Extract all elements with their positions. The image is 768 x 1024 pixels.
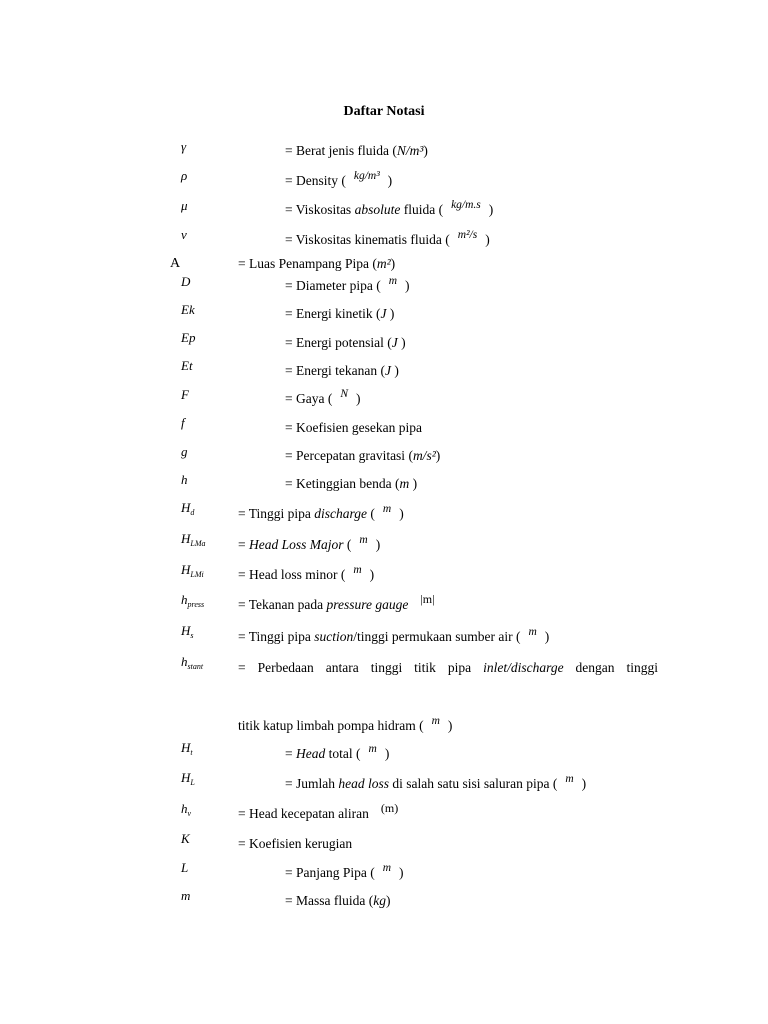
symbol-et: Et — [181, 358, 193, 373]
symbol-hstant: $h_{stant}$ — [181, 654, 204, 671]
symbol-d: D — [181, 274, 191, 289]
symbol-rho: ρ — [181, 168, 188, 183]
definition-a: = Luas Penampang Pipa (m²) — [238, 256, 396, 271]
symbol-hv: $h_v$ — [181, 801, 192, 818]
symbol-k: K — [181, 831, 190, 846]
symbol-h: h — [181, 472, 188, 487]
definition-hd: = Tinggi pipa discharge ( m ) — [238, 503, 404, 521]
definition-m: = Massa fluida (kg) — [285, 893, 391, 908]
symbol-hlma: $H_{LMa}$ — [181, 531, 206, 548]
definition-mu: = Viskositas absolute fluida ( kg/m.s ) — [285, 199, 494, 217]
definition-hstant-continued: titik katup limbah pompa hidram ( m ) — [238, 715, 453, 733]
definition-hl: = Jumlah head loss di salah satu sisi saluran pipa ( m ) — [285, 773, 587, 791]
definition-gamma: = Berat jenis fluida (N/m³) — [285, 143, 428, 158]
definition-hstant: = Perbedaan antara tinggi titik pipa inlet/discharge dengan tinggi — [238, 660, 658, 675]
symbol-ht: $H_t$ — [181, 740, 193, 757]
definition-ht: = Head total ( m ) — [285, 743, 390, 761]
symbol-hs: $H_s$ — [181, 623, 194, 640]
definition-nu: = Viskositas kinematis fluida ( m²/s ) — [285, 229, 490, 247]
symbol-f-force: F — [181, 387, 189, 402]
definition-d: = Diameter pipa ( m ) — [285, 275, 410, 293]
definition-f-friction: = Koefisien gesekan pipa — [285, 420, 422, 435]
symbol-gamma: γ — [181, 139, 187, 154]
definition-h: = Ketinggian benda (m ) — [285, 476, 418, 491]
definition-ep: = Energi potensial (J ) — [285, 335, 406, 350]
definition-hlmi: = Head loss minor ( m ) — [238, 564, 375, 582]
symbol-hl: $H_L$ — [181, 770, 195, 787]
definition-rho: = Density ( kg/m³ ) — [285, 170, 393, 188]
definition-hv: = Head kecepatan aliran (m) — [238, 801, 399, 821]
definition-g: = Percepatan gravitasi (m/s²) — [285, 448, 441, 463]
symbol-hlmi: $H_{LMi}$ — [181, 562, 204, 579]
definition-hpress: = Tekanan pada pressure gauge |m| — [238, 592, 435, 612]
symbol-m: m — [181, 888, 191, 903]
page-title: Daftar Notasi — [343, 104, 425, 119]
symbol-f-friction: f — [181, 415, 185, 430]
symbol-ek: Ek — [181, 302, 195, 317]
definition-hs: = Tinggi pipa suction/tinggi permukaan sumber air ( m ) — [238, 626, 550, 644]
symbol-l: L — [181, 860, 189, 875]
definition-hlma: = Head Loss Major ( m ) — [238, 534, 381, 552]
symbol-mu: μ — [181, 198, 188, 213]
definition-ek: = Energi kinetik (J ) — [285, 306, 395, 321]
definition-et: = Energi tekanan (J ) — [285, 363, 399, 378]
symbol-a: A — [170, 256, 181, 271]
symbol-hd: $H_d$ — [181, 500, 195, 517]
definition-f-force: = Gaya ( N ) — [285, 388, 361, 406]
symbol-g: g — [181, 444, 188, 459]
definition-l: = Panjang Pipa ( m ) — [285, 862, 404, 880]
symbol-ep: Ep — [181, 330, 196, 345]
definition-k: = Koefisien kerugian — [238, 836, 353, 851]
symbol-hpress: $h_{press}$ — [181, 592, 205, 609]
symbol-nu: ν — [181, 227, 187, 242]
